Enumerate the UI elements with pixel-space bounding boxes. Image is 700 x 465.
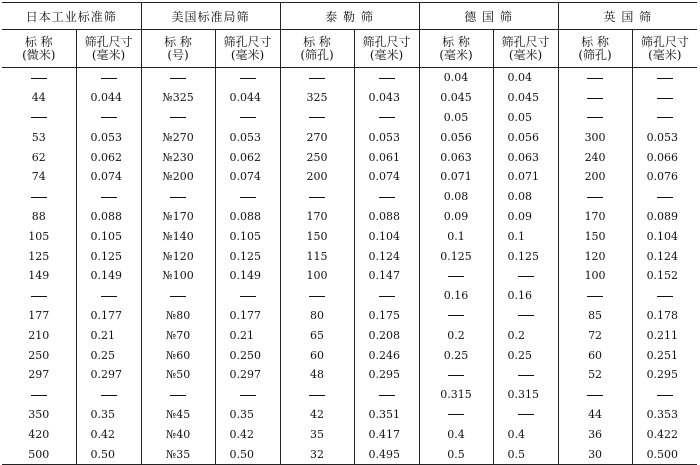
aperture-cell <box>215 68 280 88</box>
empty-dash <box>101 395 117 396</box>
empty-dash <box>101 296 117 297</box>
standard-header-british: 英 国 筛 <box>558 3 697 30</box>
aperture-cell <box>76 286 141 306</box>
nominal-cell: 300 <box>558 127 632 147</box>
standard-header-jis: 日本工业标准筛 <box>2 3 141 30</box>
aperture-cell: 0.053 <box>632 127 697 147</box>
aperture-cell: 0.500 <box>632 444 697 464</box>
column-header-row <box>2 30 697 68</box>
aperture-cell: 0.35 <box>215 405 280 425</box>
empty-dash <box>379 395 395 396</box>
table-row <box>2 127 697 147</box>
aperture-cell: 0.125 <box>76 246 141 266</box>
table-row <box>2 88 697 108</box>
aperture-cell <box>493 306 558 326</box>
column-header-nominal: 标 称 (筛孔) <box>558 30 632 68</box>
empty-dash <box>240 197 256 198</box>
aperture-cell: 0.315 <box>493 385 558 405</box>
aperture-cell: 0.1 <box>493 226 558 246</box>
nominal-cell: 0.08 <box>419 187 493 207</box>
table-row <box>2 444 697 464</box>
nominal-cell: №270 <box>141 127 215 147</box>
aperture-cell: 0.42 <box>215 424 280 444</box>
aperture-cell: 0.297 <box>215 365 280 385</box>
nominal-cell <box>2 187 76 207</box>
nominal-cell: 44 <box>31 91 46 105</box>
aperture-cell: 0.4 <box>493 424 558 444</box>
aperture-cell: 0.062 <box>215 147 280 167</box>
empty-dash <box>657 78 673 79</box>
aperture-cell: 0.50 <box>76 444 141 464</box>
nominal-cell: 60 <box>558 345 632 365</box>
aperture-cell <box>354 286 419 306</box>
nominal-cell: №70 <box>141 325 215 345</box>
nominal-cell: 0.071 <box>419 167 493 187</box>
aperture-cell: 0.178 <box>632 306 697 326</box>
empty-dash <box>518 276 534 277</box>
empty-dash <box>448 375 464 376</box>
nominal-cell: 60 <box>280 345 354 365</box>
empty-dash <box>587 395 603 396</box>
empty-dash <box>518 315 534 316</box>
empty-dash <box>240 395 256 396</box>
standards-header-row <box>2 3 697 30</box>
aperture-cell: 0.125 <box>215 246 280 266</box>
nominal-cell: 500 <box>2 444 76 464</box>
nominal-cell: 88 <box>31 209 46 223</box>
column-header-nominal: 标 称 (号) <box>141 30 215 68</box>
nominal-cell: 150 <box>558 226 632 246</box>
nominal-cell: №325 <box>141 88 215 108</box>
nominal-cell: 120 <box>558 246 632 266</box>
aperture-cell: 0.066 <box>632 147 697 167</box>
aperture-cell: 0.251 <box>632 345 697 365</box>
empty-dash <box>657 395 673 396</box>
aperture-cell: 0.152 <box>632 266 697 286</box>
nominal-cell: 325 <box>280 88 354 108</box>
empty-dash <box>657 117 673 118</box>
nominal-cell <box>558 88 632 108</box>
aperture-cell <box>632 88 697 108</box>
aperture-cell: 0.104 <box>354 226 419 246</box>
nominal-cell: №200 <box>141 167 215 187</box>
nominal-cell: 0.04 <box>419 68 493 88</box>
table-row <box>2 365 697 385</box>
nominal-cell <box>419 266 493 286</box>
aperture-cell <box>632 187 697 207</box>
nominal-cell: 200 <box>558 167 632 187</box>
aperture-cell <box>354 108 419 128</box>
nominal-cell <box>419 405 493 425</box>
empty-dash <box>657 98 673 99</box>
table-row <box>2 187 697 207</box>
empty-dash <box>170 395 186 396</box>
empty-dash <box>448 414 464 415</box>
nominal-cell <box>558 286 632 306</box>
aperture-cell <box>632 286 697 306</box>
empty-dash <box>170 296 186 297</box>
aperture-cell: 0.50 <box>215 444 280 464</box>
empty-dash <box>31 296 47 297</box>
nominal-cell: 115 <box>280 246 354 266</box>
aperture-cell: 0.05 <box>493 108 558 128</box>
empty-dash <box>31 78 47 79</box>
empty-dash <box>101 197 117 198</box>
column-header-aperture: 筛孔尺寸 (毫米) <box>493 30 558 68</box>
aperture-cell: 0.250 <box>215 345 280 365</box>
empty-dash <box>170 78 186 79</box>
nominal-cell <box>280 187 354 207</box>
nominal-cell: 80 <box>280 306 354 326</box>
nominal-cell: 240 <box>558 147 632 167</box>
table-row <box>2 266 697 286</box>
aperture-cell: 0.105 <box>76 226 141 246</box>
nominal-cell: №80 <box>141 306 215 326</box>
nominal-cell: 0.5 <box>419 444 493 464</box>
nominal-cell <box>280 68 354 88</box>
empty-dash <box>379 296 395 297</box>
aperture-cell: 0.125 <box>493 246 558 266</box>
aperture-cell: 0.21 <box>215 325 280 345</box>
empty-dash <box>587 117 603 118</box>
nominal-cell: 32 <box>280 444 354 464</box>
empty-dash <box>379 197 395 198</box>
aperture-cell: 0.211 <box>632 325 697 345</box>
standard-header-us-bureau: 美国标准局筛 <box>141 3 280 30</box>
aperture-cell: 0.422 <box>632 424 697 444</box>
nominal-cell: 177 <box>28 308 50 322</box>
nominal-cell <box>558 187 632 207</box>
aperture-cell: 0.417 <box>354 424 419 444</box>
nominal-cell: 36 <box>558 424 632 444</box>
aperture-cell <box>76 68 141 88</box>
nominal-cell: 0.16 <box>419 286 493 306</box>
aperture-cell: 0.297 <box>76 365 141 385</box>
empty-dash <box>518 414 534 415</box>
aperture-cell: 0.149 <box>76 266 141 286</box>
standard-header-tyler: 泰 勒 筛 <box>280 3 419 30</box>
table-row <box>2 424 697 444</box>
empty-dash <box>309 197 325 198</box>
empty-dash <box>309 117 325 118</box>
nominal-cell: №140 <box>141 226 215 246</box>
empty-dash <box>379 78 395 79</box>
table-row <box>2 306 697 326</box>
empty-dash <box>448 276 464 277</box>
nominal-cell: 0.25 <box>419 345 493 365</box>
nominal-cell: №45 <box>141 405 215 425</box>
nominal-cell: №120 <box>141 246 215 266</box>
aperture-cell: 0.071 <box>493 167 558 187</box>
nominal-cell: 62 <box>31 150 46 164</box>
nominal-cell: 170 <box>280 207 354 227</box>
column-header-nominal: 标 称 (微米) <box>2 30 76 68</box>
nominal-cell: 35 <box>280 424 354 444</box>
nominal-cell: 0.2 <box>419 325 493 345</box>
aperture-cell: 0.088 <box>215 207 280 227</box>
aperture-cell: 0.25 <box>493 345 558 365</box>
aperture-cell <box>215 286 280 306</box>
aperture-cell: 0.295 <box>632 365 697 385</box>
empty-dash <box>518 375 534 376</box>
aperture-cell: 0.149 <box>215 266 280 286</box>
aperture-cell <box>76 108 141 128</box>
empty-dash <box>31 395 47 396</box>
aperture-cell: 0.056 <box>493 127 558 147</box>
nominal-cell: 30 <box>558 444 632 464</box>
aperture-cell: 0.124 <box>632 246 697 266</box>
sieve-comparison-table <box>2 2 697 465</box>
nominal-cell: 170 <box>558 207 632 227</box>
empty-dash <box>170 197 186 198</box>
aperture-cell: 0.2 <box>493 325 558 345</box>
nominal-cell: 270 <box>280 127 354 147</box>
table-row <box>2 345 697 365</box>
aperture-cell: 0.295 <box>354 365 419 385</box>
aperture-cell: 0.42 <box>76 424 141 444</box>
aperture-cell <box>632 108 697 128</box>
nominal-cell <box>141 286 215 306</box>
nominal-cell: №170 <box>141 207 215 227</box>
empty-dash <box>657 296 673 297</box>
table-row <box>2 286 697 306</box>
aperture-cell: 0.175 <box>354 306 419 326</box>
aperture-cell: 0.177 <box>76 306 141 326</box>
nominal-cell: 85 <box>558 306 632 326</box>
nominal-cell: №230 <box>141 147 215 167</box>
nominal-cell: №100 <box>141 266 215 286</box>
empty-dash <box>587 296 603 297</box>
empty-dash <box>240 117 256 118</box>
table-row <box>2 325 697 345</box>
nominal-cell: 74 <box>31 170 46 184</box>
aperture-cell: 0.074 <box>76 167 141 187</box>
aperture-cell: 0.177 <box>215 306 280 326</box>
column-header-aperture: 筛孔尺寸 (毫米) <box>76 30 141 68</box>
empty-dash <box>309 78 325 79</box>
aperture-cell: 0.043 <box>354 88 419 108</box>
nominal-cell: 72 <box>558 325 632 345</box>
aperture-cell: 0.246 <box>354 345 419 365</box>
nominal-cell <box>2 286 76 306</box>
nominal-cell: 53 <box>31 130 46 144</box>
aperture-cell: 0.08 <box>493 187 558 207</box>
nominal-cell: 350 <box>28 407 50 421</box>
aperture-cell: 0.063 <box>493 147 558 167</box>
aperture-cell: 0.105 <box>215 226 280 246</box>
table-row <box>2 167 697 187</box>
aperture-cell: 0.074 <box>215 167 280 187</box>
aperture-cell: 0.104 <box>632 226 697 246</box>
nominal-cell: 150 <box>280 226 354 246</box>
empty-dash <box>587 78 603 79</box>
aperture-cell <box>632 385 697 405</box>
column-header-aperture: 筛孔尺寸 (毫米) <box>354 30 419 68</box>
aperture-cell: 0.076 <box>632 167 697 187</box>
table-row <box>2 226 697 246</box>
empty-dash <box>240 296 256 297</box>
nominal-cell <box>280 108 354 128</box>
aperture-cell <box>354 68 419 88</box>
nominal-cell: 250 <box>28 348 50 362</box>
nominal-cell <box>141 187 215 207</box>
nominal-cell <box>2 385 76 405</box>
aperture-cell: 0.208 <box>354 325 419 345</box>
aperture-cell: 0.09 <box>493 207 558 227</box>
nominal-cell: 100 <box>558 266 632 286</box>
aperture-cell <box>215 108 280 128</box>
table-row <box>2 147 697 167</box>
aperture-cell: 0.074 <box>354 167 419 187</box>
empty-dash <box>31 117 47 118</box>
table-row <box>2 207 697 227</box>
empty-dash <box>31 197 47 198</box>
nominal-cell: 0.1 <box>419 226 493 246</box>
aperture-cell: 0.495 <box>354 444 419 464</box>
aperture-cell: 0.16 <box>493 286 558 306</box>
nominal-cell: 105 <box>28 229 50 243</box>
table-body <box>2 68 697 465</box>
nominal-cell: №60 <box>141 345 215 365</box>
aperture-cell: 0.088 <box>354 207 419 227</box>
column-header-aperture: 筛孔尺寸 (毫米) <box>215 30 280 68</box>
empty-dash <box>587 197 603 198</box>
nominal-cell <box>558 108 632 128</box>
empty-dash <box>657 197 673 198</box>
aperture-cell <box>76 385 141 405</box>
aperture-cell <box>493 365 558 385</box>
nominal-cell: №50 <box>141 365 215 385</box>
empty-dash <box>448 315 464 316</box>
table-row <box>2 68 697 88</box>
nominal-cell <box>419 365 493 385</box>
aperture-cell: 0.044 <box>215 88 280 108</box>
empty-dash <box>587 98 603 99</box>
aperture-cell: 0.053 <box>215 127 280 147</box>
table-row <box>2 405 697 425</box>
aperture-cell: 0.5 <box>493 444 558 464</box>
empty-dash <box>170 117 186 118</box>
empty-dash <box>101 78 117 79</box>
aperture-cell: 0.25 <box>76 345 141 365</box>
nominal-cell: 0.125 <box>419 246 493 266</box>
nominal-cell <box>2 68 76 88</box>
nominal-cell: 200 <box>280 167 354 187</box>
column-header-nominal: 标 称 (毫米) <box>419 30 493 68</box>
nominal-cell <box>2 108 76 128</box>
aperture-cell <box>354 385 419 405</box>
nominal-cell: 125 <box>28 249 50 263</box>
aperture-cell <box>354 187 419 207</box>
table-row <box>2 246 697 266</box>
aperture-cell: 0.351 <box>354 405 419 425</box>
nominal-cell: 0.045 <box>419 88 493 108</box>
empty-dash <box>309 395 325 396</box>
empty-dash <box>379 117 395 118</box>
nominal-cell: 44 <box>558 405 632 425</box>
nominal-cell <box>419 306 493 326</box>
nominal-cell: 210 <box>28 328 50 342</box>
aperture-cell: 0.045 <box>493 88 558 108</box>
aperture-cell: 0.147 <box>354 266 419 286</box>
nominal-cell: №35 <box>141 444 215 464</box>
nominal-cell: 0.063 <box>419 147 493 167</box>
aperture-cell: 0.04 <box>493 68 558 88</box>
aperture-cell <box>493 266 558 286</box>
nominal-cell: 250 <box>280 147 354 167</box>
nominal-cell <box>558 385 632 405</box>
aperture-cell: 0.353 <box>632 405 697 425</box>
column-header-nominal: 标 称 (筛孔) <box>280 30 354 68</box>
aperture-cell: 0.062 <box>76 147 141 167</box>
nominal-cell: №40 <box>141 424 215 444</box>
aperture-cell <box>215 187 280 207</box>
nominal-cell: 0.05 <box>419 108 493 128</box>
aperture-cell: 0.088 <box>76 207 141 227</box>
aperture-cell: 0.061 <box>354 147 419 167</box>
column-header-aperture: 筛孔尺寸 (毫米) <box>632 30 697 68</box>
nominal-cell: 0.315 <box>419 385 493 405</box>
nominal-cell <box>141 108 215 128</box>
nominal-cell: 420 <box>28 427 50 441</box>
nominal-cell <box>141 68 215 88</box>
nominal-cell: 149 <box>28 269 50 283</box>
nominal-cell: 42 <box>280 405 354 425</box>
aperture-cell: 0.35 <box>76 405 141 425</box>
nominal-cell: 48 <box>280 365 354 385</box>
nominal-cell: 297 <box>28 368 50 382</box>
nominal-cell <box>141 385 215 405</box>
nominal-cell <box>280 385 354 405</box>
nominal-cell: 0.09 <box>419 207 493 227</box>
empty-dash <box>309 296 325 297</box>
table-row <box>2 108 697 128</box>
nominal-cell: 65 <box>280 325 354 345</box>
nominal-cell <box>280 286 354 306</box>
table-row <box>2 385 697 405</box>
nominal-cell: 100 <box>280 266 354 286</box>
aperture-cell <box>493 405 558 425</box>
standard-header-german: 德 国 筛 <box>419 3 558 30</box>
aperture-cell: 0.089 <box>632 207 697 227</box>
aperture-cell <box>76 187 141 207</box>
nominal-cell: 52 <box>558 365 632 385</box>
aperture-cell: 0.21 <box>76 325 141 345</box>
aperture-cell <box>632 68 697 88</box>
empty-dash <box>240 78 256 79</box>
nominal-cell: 0.4 <box>419 424 493 444</box>
nominal-cell: 0.056 <box>419 127 493 147</box>
aperture-cell: 0.053 <box>76 127 141 147</box>
nominal-cell <box>558 68 632 88</box>
aperture-cell: 0.124 <box>354 246 419 266</box>
empty-dash <box>101 117 117 118</box>
aperture-cell <box>215 385 280 405</box>
aperture-cell: 0.044 <box>76 88 141 108</box>
aperture-cell: 0.053 <box>354 127 419 147</box>
